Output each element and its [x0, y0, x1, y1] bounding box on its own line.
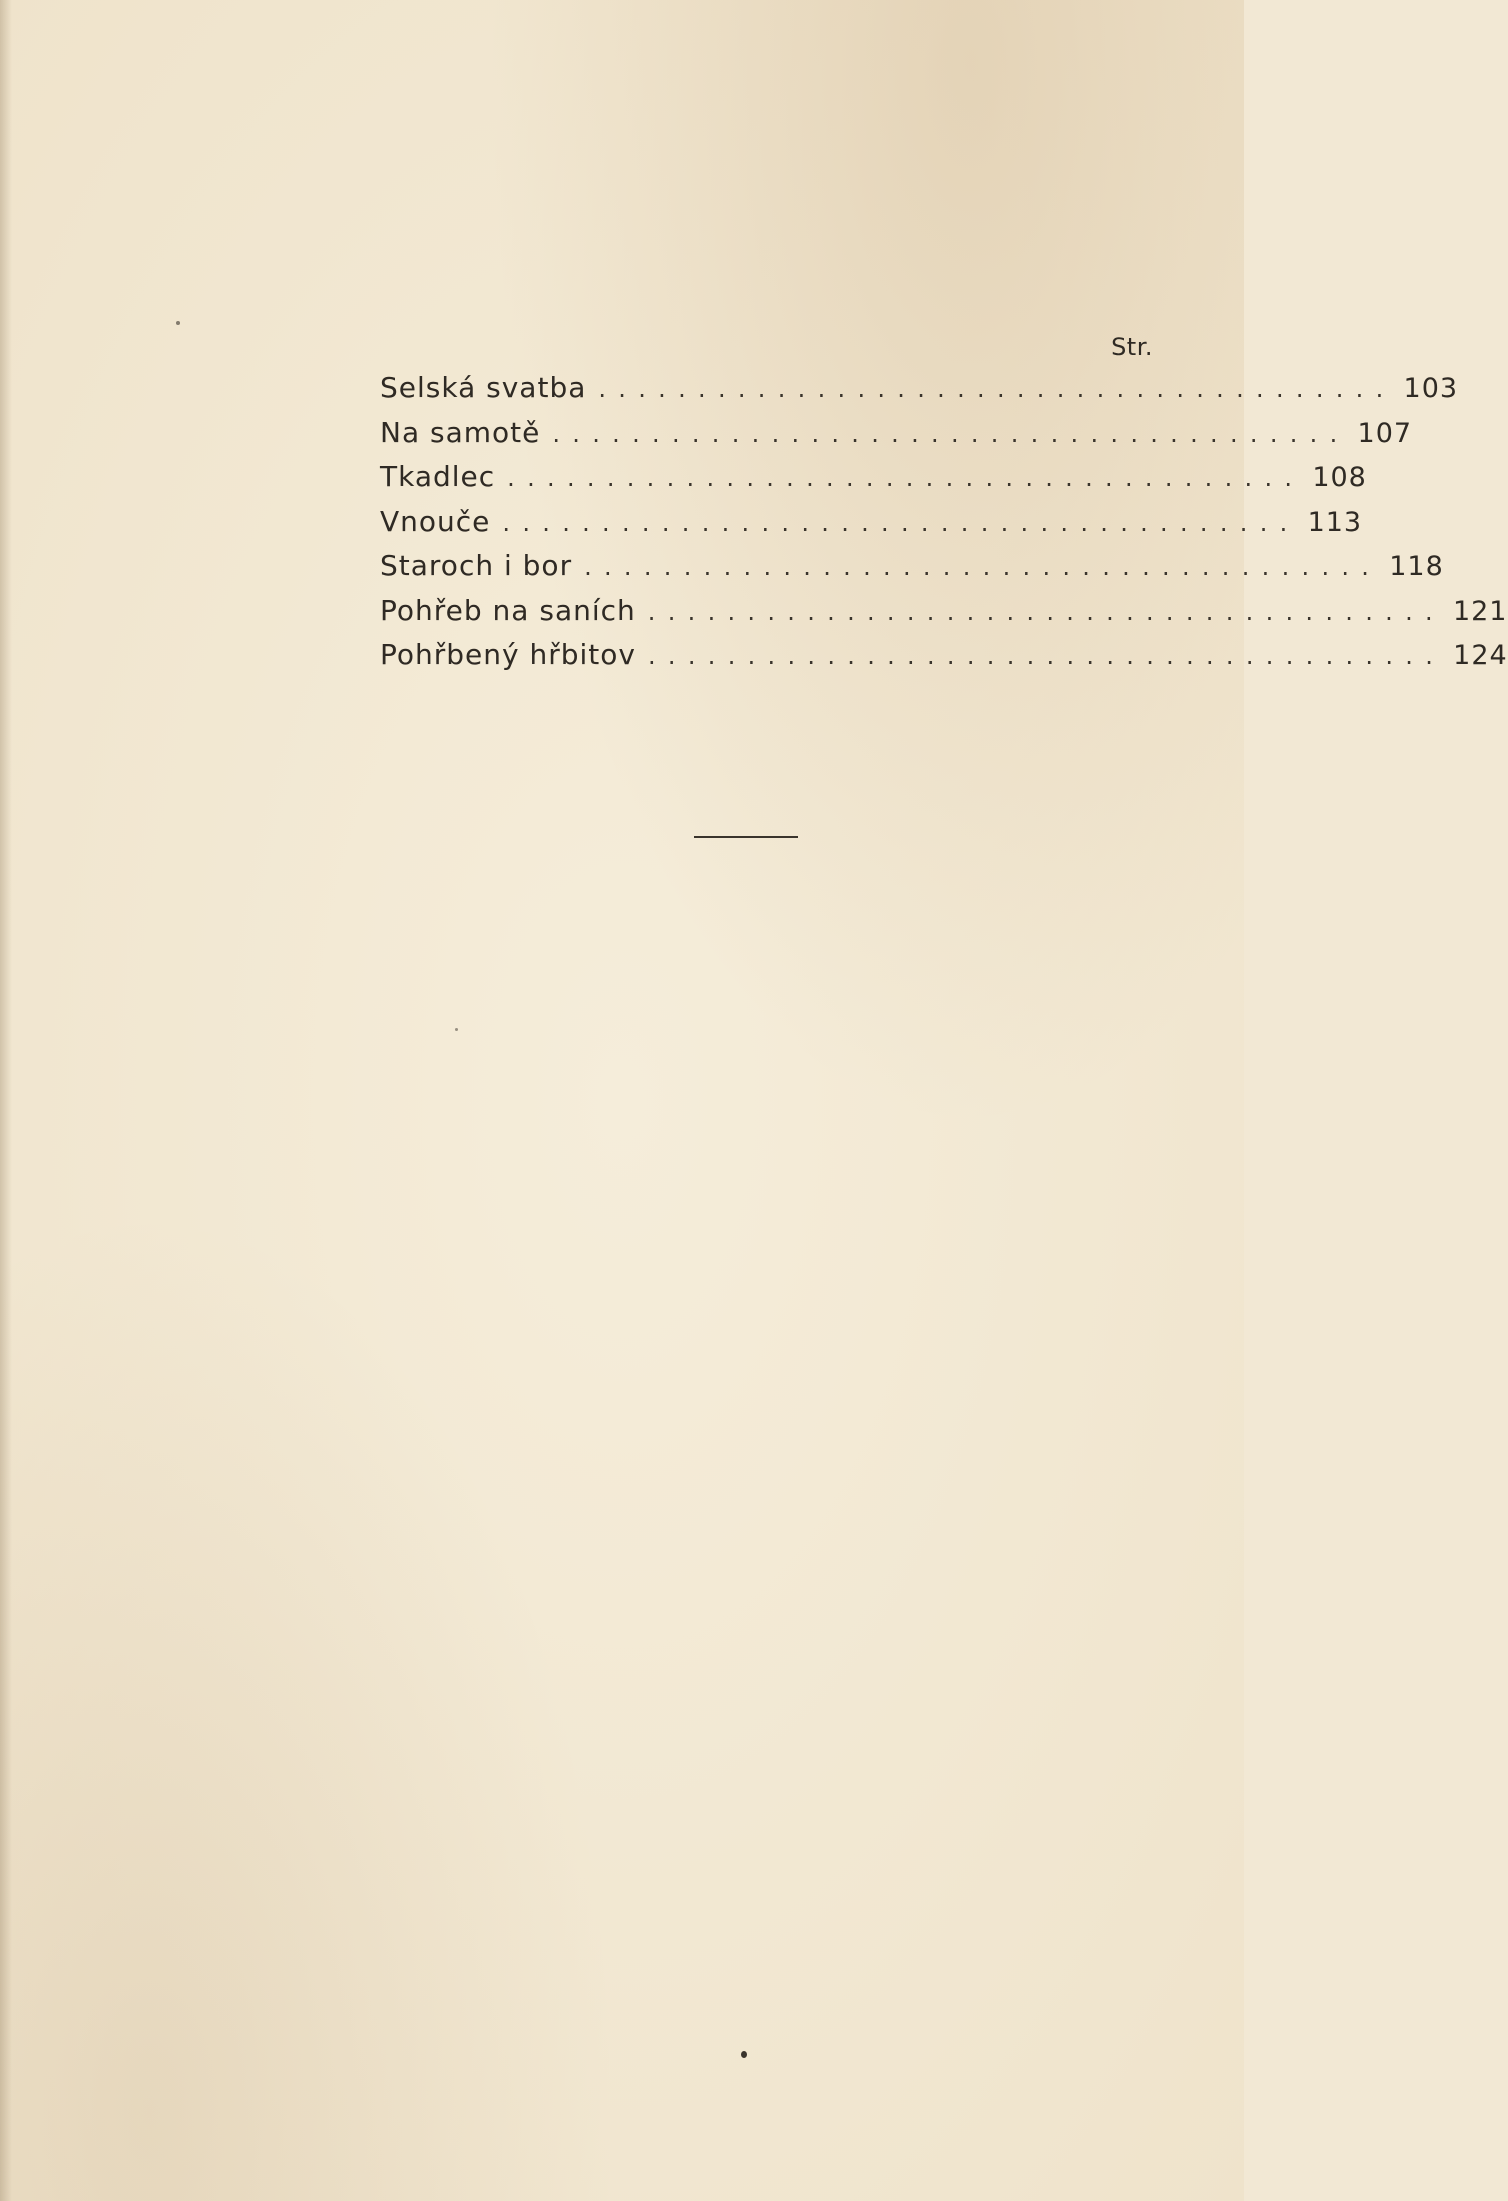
toc-entry-title: Staroch i bor — [380, 549, 573, 582]
toc-entry-page: 107 — [1357, 417, 1413, 449]
toc-entry — [380, 589, 1508, 634]
toc-entry-title: Vnouče — [380, 504, 491, 538]
toc-entry-page: 103 — [1403, 373, 1459, 404]
toc-entry — [380, 500, 1363, 545]
toc-entry — [380, 633, 1508, 678]
page-binding-edge — [0, 0, 12, 2201]
toc-entry-title: Pohřbený hřbitov — [380, 638, 636, 671]
dot-leader: ........................................ — [584, 553, 1382, 581]
dot-leader: ........................................ — [647, 642, 1446, 670]
toc-entry — [380, 544, 1444, 589]
dot-leader: ........................................ — [598, 375, 1396, 403]
toc-entry-title: Na samotě — [380, 415, 541, 449]
ink-speck — [741, 2051, 747, 2058]
ink-speck — [176, 321, 180, 325]
section-divider-rule — [694, 836, 798, 838]
dot-leader: ........................................ — [502, 508, 1300, 537]
toc-entry-title: Pohřeb na saních — [380, 593, 636, 627]
toc-entry-title: Selská svatba — [380, 371, 587, 404]
toc-entry-page: 113 — [1307, 506, 1363, 538]
toc-entry-page: 118 — [1389, 551, 1444, 582]
dot-leader: ........................................ — [647, 597, 1445, 626]
toc-entry-page: 124 — [1453, 640, 1508, 671]
toc-entry — [380, 411, 1413, 456]
toc-entry — [380, 455, 1367, 500]
dot-leader: ........................................ — [552, 419, 1350, 448]
dot-leader: ........................................ — [507, 464, 1305, 492]
table-of-contents — [380, 328, 1508, 678]
ink-speck — [455, 1028, 458, 1031]
toc-entry-page: 121 — [1452, 595, 1508, 627]
toc-entry-title: Tkadlec — [380, 460, 496, 493]
page-column-header: Str. — [1111, 333, 1153, 361]
toc-entry — [380, 366, 1459, 411]
toc-entry-page: 108 — [1312, 462, 1367, 493]
